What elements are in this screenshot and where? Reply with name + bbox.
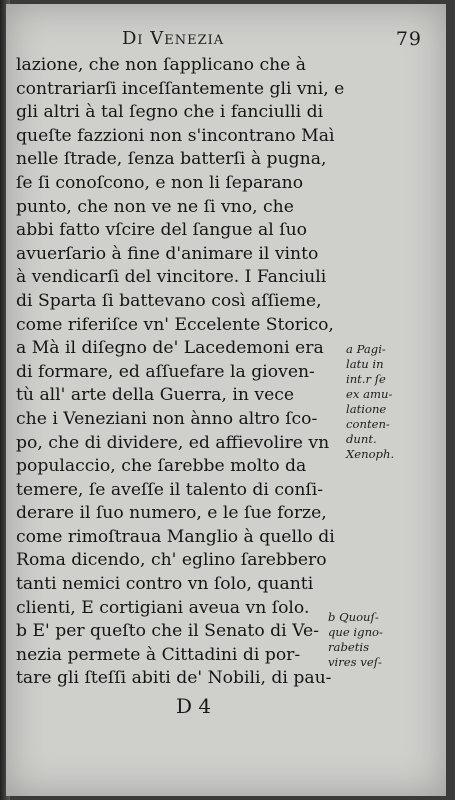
margin_note_a-line: ex amu- bbox=[346, 387, 393, 401]
margin_note_a-line: Xenoph. bbox=[346, 447, 395, 461]
body_lines-line: di formare, ed aſſuefare la gioven- bbox=[16, 361, 315, 382]
body_lines-line: nezia permete à Cittadini di por- bbox=[16, 644, 301, 665]
body_lines-line: a Mà il diſegno de' Lacedemoni era bbox=[16, 338, 324, 359]
body_lines-line: ſe ſi conoſcono, e non li ſeparano bbox=[16, 172, 304, 193]
body_lines-line: tù all' arte della Guerra, in vece bbox=[16, 385, 295, 406]
body_lines-line: come riferiſce vn' Eccelente Storico, bbox=[16, 314, 334, 335]
body_lines-line: contrariarſi inceſſantemente gli vni, e bbox=[16, 78, 345, 99]
body_lines-line: b E' per queſto che il Senato di Ve- bbox=[16, 621, 319, 642]
margin_note_a-line: a Pagi- bbox=[346, 342, 386, 356]
running-header bbox=[122, 28, 422, 50]
body_lines-line: tanti nemici contro vn ſolo, quanti bbox=[16, 574, 314, 595]
margin-note-a bbox=[346, 342, 394, 462]
body_lines-line: avuerſario à fine d'animare il vinto bbox=[16, 243, 319, 264]
margin_note_a-line: conten- bbox=[346, 417, 390, 431]
body_lines-line: che i Veneziani non ànno altro ſco- bbox=[16, 408, 318, 429]
signature-mark: D 4 bbox=[176, 694, 212, 718]
page-number: 79 bbox=[395, 28, 422, 50]
body_lines-line: come rimoſtraua Manglio à quello di bbox=[16, 526, 335, 547]
margin_note_a-line: latione bbox=[346, 402, 387, 416]
margin_note_b-line: rabetis bbox=[328, 640, 370, 654]
margin_note_b-line: que igno- bbox=[328, 625, 383, 639]
body_lines-line: à vendicarſi del vincitore. I Fanciuli bbox=[16, 267, 327, 288]
margin_note_a-line: int.r ſe bbox=[346, 372, 386, 386]
body_lines-line: clienti, E cortigiani aveua vn ſolo. bbox=[16, 597, 310, 618]
margin_note_b-line: b Quouſ- bbox=[328, 610, 379, 624]
body_lines-line: queſte fazzioni non s'incontrano Maì bbox=[16, 125, 335, 146]
body_lines-line: nelle ſtrade, ſenza batterſi à pugna, bbox=[16, 149, 327, 170]
body_lines-line: di Sparta ſi battevano così aſſieme, bbox=[16, 290, 322, 311]
running-title: Di Venezia bbox=[122, 28, 225, 49]
body_lines-line: populaccio, che ſarebbe molto da bbox=[16, 456, 307, 477]
body_lines-line: abbi fatto vſcire del ſangue al ſuo bbox=[16, 220, 307, 241]
margin_note_a-line: latu in bbox=[346, 357, 384, 371]
body-text bbox=[16, 54, 345, 691]
margin_note_b-line: vires veſ- bbox=[328, 655, 382, 669]
book-page bbox=[6, 4, 446, 796]
body_lines-line: punto, che non ve ne ſi vno, che bbox=[16, 196, 294, 217]
margin-note-b bbox=[328, 610, 383, 670]
body_lines-line: tare gli ſteſſi abiti de' Nobili, di pau- bbox=[16, 668, 332, 689]
body_lines-line: gli altri à tal ſegno che i fanciulli di bbox=[16, 102, 324, 123]
body_lines-line: temere, ſe aveſſe il talento di conſi- bbox=[16, 479, 324, 500]
body_lines-line: lazione, che non ſapplicano che à bbox=[16, 55, 307, 75]
body_lines-line: derare il ſuo numero, e le ſue forze, bbox=[16, 503, 327, 524]
margin_note_a-line: dunt. bbox=[346, 432, 377, 446]
body_lines-line: Roma dicendo, ch' eglino ſarebbero bbox=[16, 550, 327, 571]
body_lines-line: po, che di dividere, ed affievolire vn bbox=[16, 432, 330, 453]
